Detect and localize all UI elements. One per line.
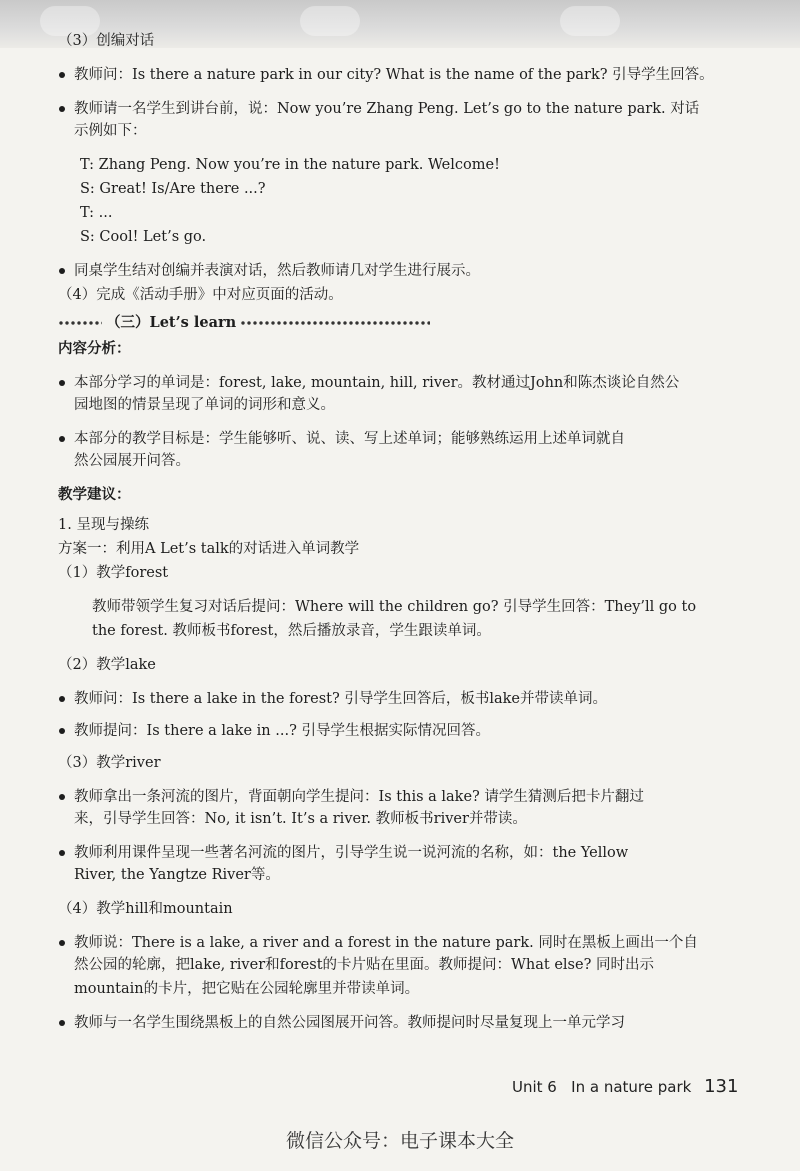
text-line — [58, 752, 161, 774]
bullet-text: 教师提问：Is there a lake in ...? 引导学生根据实际情况回答。 — [74, 723, 490, 739]
dialog-line — [80, 202, 112, 224]
heading-text: 内容分析： — [58, 340, 131, 357]
page-footer — [512, 1076, 738, 1097]
bullet-item — [58, 688, 607, 710]
dialog-text: S: Cool! Let’s go. — [80, 229, 207, 245]
text-line: （1）教学forest — [58, 565, 169, 581]
bullet-text: 本部分的教学目标是：学生能够听、说、读、写上述单词；能够熟练运用上述单词就自 — [74, 431, 625, 447]
text-line — [74, 120, 147, 142]
bullet-text: 本部分学习的单词是：forest, lake, mountain, hill, river。教材通过John和陈杰谈论自然公 — [74, 375, 680, 391]
text-line — [58, 284, 343, 306]
text-line: 1. 呈现与操练 — [58, 517, 149, 533]
paragraph-text: 教师带领学生复习对话后提问：Where will the children go? 引导学生回答：They’ll go to — [92, 599, 697, 615]
footer-unit: Unit 6 — [512, 1078, 557, 1096]
bullet-text: 教师与一名学生围绕黑板上的自然公园图展开问答。教师提问时尽量复现上一单元学习 — [74, 1015, 625, 1031]
bullet-item — [58, 372, 679, 394]
section-heading — [58, 312, 738, 334]
bullet-item — [58, 1012, 625, 1034]
text-line: mountain的卡片，把它贴在公园轮廓里并带读单词。 — [74, 981, 420, 997]
text-line — [58, 514, 149, 536]
text-line — [58, 654, 156, 676]
text-line: （3）教学river — [58, 755, 161, 771]
bullet-item — [58, 786, 644, 808]
text-line — [74, 450, 190, 472]
dialog-text: T: ... — [80, 205, 113, 221]
text-line — [58, 562, 168, 584]
heading-text: 教学建议： — [58, 486, 131, 503]
text-line: 来，引导学生回答：No, it isn’t. It’s a river. 教师板书river并带读。 — [74, 811, 527, 827]
bullet-item — [58, 932, 698, 954]
paragraph-line — [92, 596, 696, 618]
text-line: 方案一：利用A Let’s talk的对话进入单词教学 — [58, 541, 360, 557]
footer-title: In a nature park — [571, 1078, 692, 1096]
text-line: 园地图的情景呈现了单词的词形和意义。 — [74, 397, 335, 413]
text-line: 然公园展开问答。 — [74, 453, 190, 469]
dialog-text: S: Great! Is/Are there ...? — [80, 181, 266, 197]
text-line: （2）教学lake — [58, 657, 156, 673]
section-divider — [240, 320, 430, 326]
header-decoration — [300, 6, 360, 36]
dialog-line — [80, 178, 266, 200]
paragraph-line — [92, 620, 491, 642]
paragraph-text: the forest. 教师板书forest，然后播放录音，学生跟读单词。 — [92, 623, 491, 639]
text-line — [74, 954, 654, 976]
text-line: 然公园的轮廓，把lake, river和forest的卡片贴在里面。教师提问：What else? 同时出示 — [74, 957, 654, 973]
text-line — [58, 538, 359, 560]
text-line — [74, 864, 280, 886]
text-line — [74, 978, 419, 1000]
text-line: （3）创编对话 — [58, 33, 155, 49]
bullet-text: 同桌学生结对创编并表演对话，然后教师请几对学生进行展示。 — [74, 263, 480, 279]
bullet-text: 教师利用课件呈现一些著名河流的图片，引导学生说一说河流的名称，如：the Yellow — [74, 845, 629, 861]
text-line: （4）教学hill和mountain — [58, 901, 233, 917]
text-line — [58, 30, 154, 52]
header-decoration — [560, 6, 620, 36]
sub-heading — [58, 484, 131, 506]
page-number: 131 — [704, 1076, 739, 1097]
text-line: （4）完成《活动手册》中对应页面的活动。 — [58, 287, 343, 303]
bullet-text: 教师问：Is there a lake in the forest? 引导学生回答后，板书lake并带读单词。 — [74, 691, 608, 707]
bullet-item — [58, 64, 714, 86]
sub-heading — [58, 338, 131, 360]
dialog-text: T: Zhang Peng. Now you’re in the nature park. Welcome! — [80, 157, 500, 173]
bullet-item — [58, 98, 699, 120]
wechat-watermark: 微信公众号：电子课本大全 — [285, 1130, 514, 1152]
section-divider — [58, 320, 102, 326]
bullet-item — [58, 842, 628, 864]
bullet-text: 教师拿出一条河流的图片，背面朝向学生提问：Is this a lake? 请学生猜测后把卡片翻过 — [74, 789, 644, 805]
bullet-item — [58, 428, 625, 450]
section-title: （三）Let’s learn — [106, 314, 237, 331]
bullet-text: 教师请一名学生到讲台前，说：Now you’re Zhang Peng. Let’s go to the nature park. 对话 — [74, 101, 700, 117]
bullet-item — [58, 720, 490, 742]
dialog-line — [80, 226, 206, 248]
text-line — [74, 808, 527, 830]
text-line — [74, 394, 335, 416]
text-line: River, the Yangtze River等。 — [74, 867, 280, 883]
text-line: 示例如下： — [74, 123, 147, 139]
bullet-text: 教师说：There is a lake, a river and a forest in the nature park. 同时在黑板上画出一个自 — [74, 935, 698, 951]
bullet-text: 教师问：Is there a nature park in our city? What is the name of the park? 引导学生回答。 — [74, 67, 714, 83]
text-line — [58, 898, 233, 920]
dialog-line — [80, 154, 500, 176]
bullet-item — [58, 260, 480, 282]
